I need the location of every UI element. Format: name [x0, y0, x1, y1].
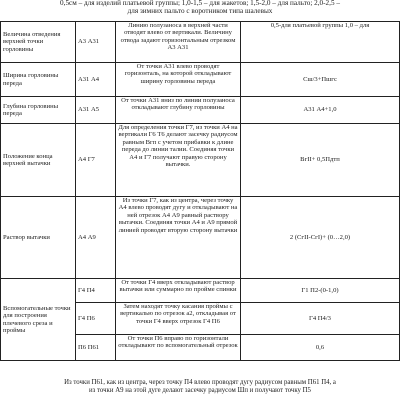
row-point: А4 Г7	[76, 124, 116, 197]
row-desc: От точки А31 влево проводят горизонталь, на которой откладывают ширину горловины переда	[116, 63, 241, 97]
header-line-2: для зимних пальто с воротником типа шалевых	[127, 6, 273, 15]
table-row	[1, 279, 400, 303]
row-name: Вспомогательные точки для построения плечевого среза и проймы	[1, 279, 76, 361]
row-name: Раствор вытачки	[1, 197, 76, 279]
row-formula: 2 (СгII-СгI)+ (0…2,0)	[241, 197, 400, 279]
row-point: Г4 П4	[76, 279, 116, 303]
row-formula: ВгII+ 0,5Пдтп	[241, 124, 400, 197]
row-formula: 0,5-для платьевой группы 1,0 – для	[241, 22, 400, 63]
row-name: Ширина горловины переда	[1, 63, 76, 97]
table-row	[1, 97, 400, 124]
row-formula: 0,6	[241, 335, 400, 361]
row-point: А31 А4	[76, 63, 116, 97]
row-desc: Из точки Г7, как из центра, через точку А4 влево проводят дугу и откладывают на ней отрезок А4 А9 равный раствору вытачки. Соединяя точки А4 и А9 прямой линией проводят вторую сторону вытачки	[116, 197, 241, 279]
footer-line-1: Из точки П61, как из центра, через точку П4 влево проводят дугу радиусом равным П61 П4, а	[64, 379, 336, 386]
row-formula: Сш/3+Пшгс	[241, 63, 400, 97]
row-name: Положение конца верхней вытачки	[1, 124, 76, 197]
row-point: А4 А9	[76, 197, 116, 279]
page-header	[0, 0, 400, 22]
row-name: Величина отведения верхней точки горловины	[1, 22, 76, 63]
page-footer	[0, 379, 400, 395]
footer-line-2: из точки А9 на этой дуге делают засечку радиусом Шп и получают точку П5	[89, 387, 311, 394]
row-point: А3 А31	[76, 22, 116, 63]
construction-table	[0, 21, 400, 361]
table-row	[1, 124, 400, 197]
table-row	[1, 22, 400, 63]
row-name: Глубина горловины переда	[1, 97, 76, 124]
row-desc: Линию полузаноса в верхней части отводят влево от вертикали. Величину отвода задают горизонтальным отрезком А3 А31	[116, 22, 241, 63]
table-row	[1, 197, 400, 279]
row-desc: От точки Г4 вверх откладывают раствор вытачки или суммарно по пройме спинки	[116, 279, 241, 303]
row-desc: Затем находят точку касания проймы с вертикалью по отрезок а2, откладывая от точки Г4 вверх отрезок Г4 П6	[116, 303, 241, 335]
row-formula: Г4 П4/3	[241, 303, 400, 335]
row-desc: От точки А31 вниз по линии полузаноса откладывают глубину горловины	[116, 97, 241, 124]
header-line-1: 0,5см – для изделий платьевой группы; 1,0-1,5 – для жакетов; 1,5-2,0 – для пальто; 2,0-2,5 –	[60, 0, 340, 7]
row-desc: Для определения точки Г7, из точки А4 на вертикали Г6 Т6 делают засечку радиусом равным Вгп с учетом прибавки к длине переда до линии талии. Соединяя точки А4 и Г7 получают правую сторону вытачки.	[116, 124, 241, 197]
table-row	[1, 63, 400, 97]
row-desc: От точки П6 вправо по горизонтали откладывают по вспомогательный отрезок	[116, 335, 241, 361]
row-formula: Г1 П2-(0-1,0)	[241, 279, 400, 303]
row-point: П6 П61	[76, 335, 116, 361]
row-formula: А31 А4+1,0	[241, 97, 400, 124]
row-point: Г4 П6	[76, 303, 116, 335]
row-point: А31 А5	[76, 97, 116, 124]
